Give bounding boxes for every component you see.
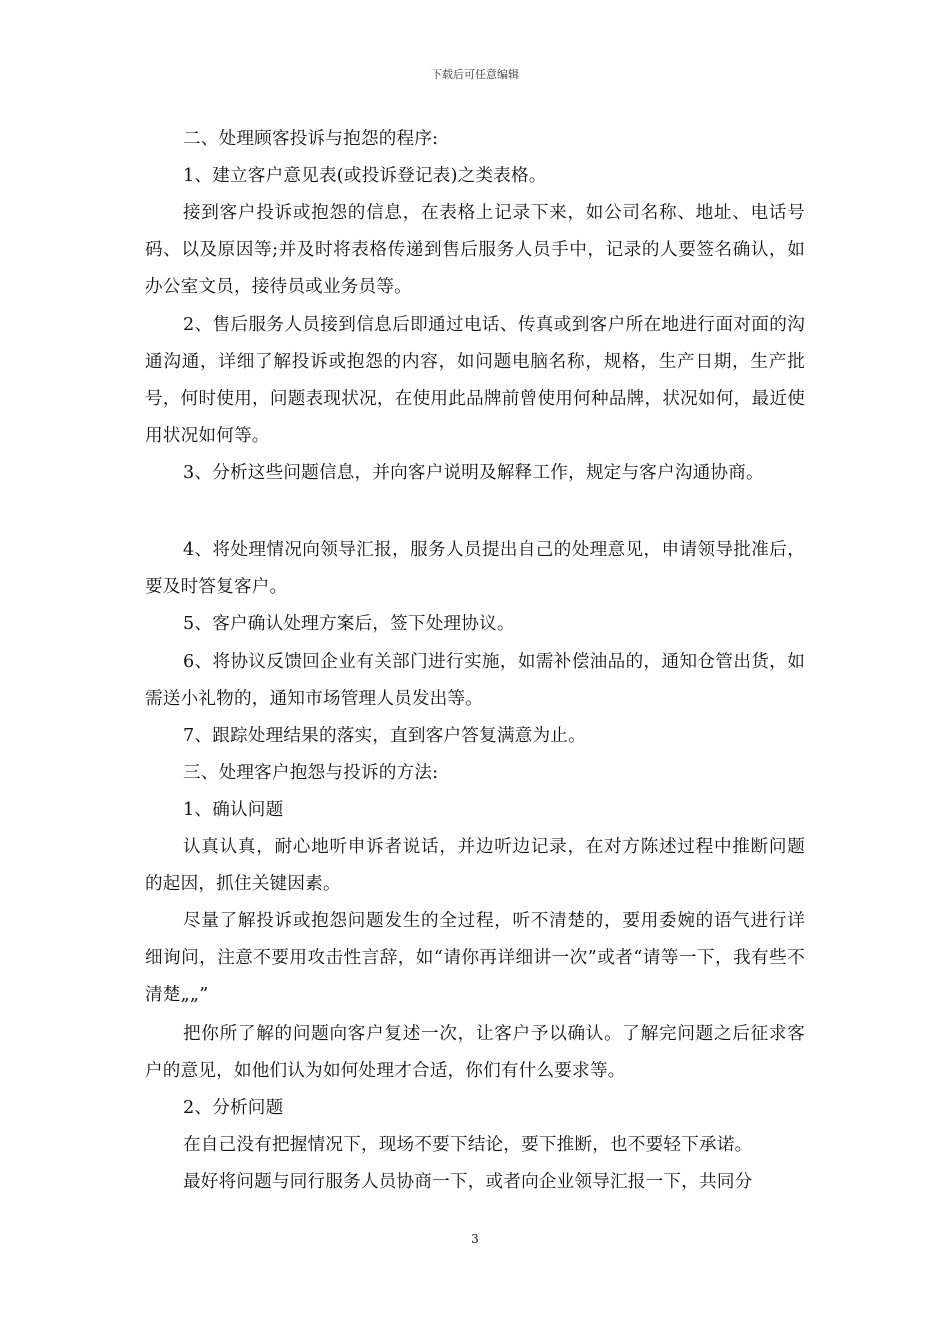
section-heading-procedure: 二、处理顾客投诉与抱怨的程序: [183,129,439,149]
page-header: 下载后可任意编辑 [431,68,519,81]
body-paragraph: 在自己没有把握情况下，现场不要下结论，要下推断，也不要轻下承诺。 [183,1135,753,1155]
body-paragraph: 尽量了解投诉或抱怨问题发生的全过程，听不清楚的，要用委婉的语气进行详细询问，注意不要用攻击性言辞，如“请你再详细讲一次”或者“请等一下，我有些不清楚„„” [145,911,805,1005]
step-item: 2、售后服务人员接到信息后即通过电话、传真或到客户所在地进行面对面的沟通沟通，详细了解投诉或抱怨的内容，如问题电脑名称，规格，生产日期，生产批号，何时使用，问题表现状况，在使用此品牌前曾使用何种品牌，状况如何，最近使用状况如何等。 [145,315,805,446]
step-item: 4、将处理情况向领导汇报，服务人员提出自己的处理意见，申请领导批准后，要及时答复客户。 [145,540,805,597]
section-heading-methods: 三、处理客户抱怨与投诉的方法: [183,763,439,783]
body-paragraph: 认真认真，耐心地听申诉者说话，并边听边记录，在对方陈述过程中推断问题的起因，抓住关键因素。 [145,837,805,894]
step-item: 5、客户确认处理方案后，签下处理协议。 [183,614,515,634]
step-item: 7、跟踪处理结果的落实，直到客户答复满意为止。 [183,726,586,746]
step-item: 3、分析这些问题信息，并向客户说明及解释工作，规定与客户沟通协商。 [183,463,764,483]
body-paragraph: 把你所了解的问题向客户复述一次，让客户予以确认。了解完问题之后征求客户的意见，如他们认为如何处理才合适，你们有什么要求等。 [145,1024,805,1081]
step-item: 1、建立客户意见表(或投诉登记表)之类表格。 [183,166,547,186]
subheading: 1、确认问题 [183,800,284,820]
body-paragraph: 最好将问题与同行服务人员协商一下，或者向企业领导汇报一下，共同分 [183,1172,753,1192]
subheading: 2、分析问题 [183,1098,284,1118]
step-item: 6、将协议反馈回企业有关部门进行实施，如需补偿油品的，通知仓管出货，如需送小礼物的，通知市场管理人员发出等。 [145,652,805,709]
body-paragraph: 接到客户投诉或抱怨的信息，在表格上记录下来，如公司名称、地址、电话号码、以及原因等;并及时将表格传递到售后服务人员手中，记录的人要签名确认，如办公室文员，接待员或业务员等。 [145,203,805,297]
page-number: 3 [471,1232,479,1246]
